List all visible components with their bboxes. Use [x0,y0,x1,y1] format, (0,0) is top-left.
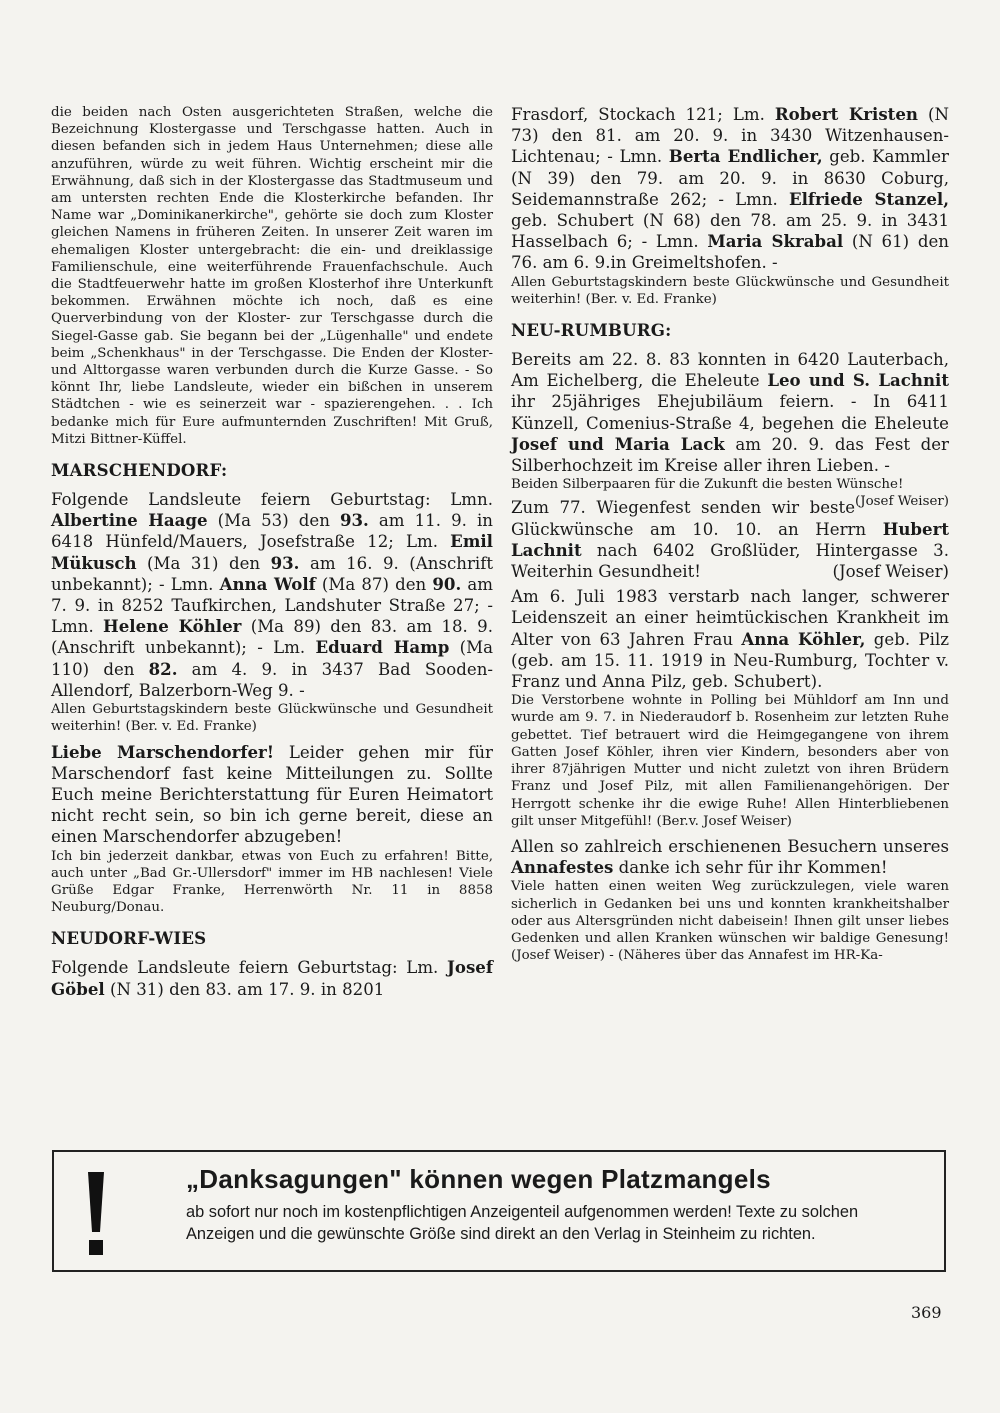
neu-rumburg-anniversaries: Bereits am 22. 8. 83 konnten in 6420 Lauterbach, Am Eichelberg, die Eheleute Leo und S. Lachnit ihr 25jähriges Ehejubiläum feiern. - In 6411 Künzell, Comenius-Straße 4, begehen die Eheleute Josef und Maria Lack am 20. 9. das Fest der Silberhochzeit im Kreise aller ihren Lieben. - [511,350,949,476]
annafest-thanks: Allen so zahlreich erschienenen Besuchern unseres Annafestes danke ich sehr für ihr Kommen! [511,836,949,878]
neudorf-birthdays: Folgende Landsleute feiern Geburtstag: Lm. Josef Göbel (N 31) den 83. am 17. 9. in 8201 [51,957,493,999]
marschendorf-appeal: Liebe Marschendorfer! Leider gehen mir für Marschendorf fast keine Mitteilungen zu. Sollte Euch meine Berichterstattung für Euren Heimatort nicht recht sein, so bin ich gerne bereit, diese an einen Marschendorfer abzugeben! [51,741,493,847]
exclamation-mark-icon [82,1170,110,1258]
page-number: 369 [911,1303,942,1322]
annafest-detail: Viele hatten einen weiten Weg zurückzulegen, viele waren sicherlich in Gedanken bei uns und konnten krankheitshalber oder aus Altersgründen nicht dabeisein! Ihnen gilt unser liebes Gedenken und allen Kranken wünschen wir baldige Genesung! (Josef Weiser) - (Näheres über das Annafest im HR-Ka- [511,879,949,964]
notice-body: ab sofort nur noch im kostenpflichtigen Anzeigenteil aufgenommen werden! Texte zu solchen Anzeigen und die gewünschte Größe sind direkt an den Verlag in Steinheim zu richten. [186,1203,859,1243]
section-heading-neu-rumburg: NEU-RUMBURG: [511,320,672,341]
marschendorf-birthdays: Folgende Landsleute feiern Geburtstag: Lmn. Albertine Haage (Ma 53) den 93. am 11. 9. in 6418 Hünfeld/Mauers, Josefstraße 12; Lm. Emil Mükusch (Ma 31) den 93. am 16. 9. (Anschrift unbekannt); - Lmn. Anna Wolf (Ma 87) den 90. am 7. 9. in 8252 Taufkirchen, Landshuter Straße 27; - Lmn. Helene Köhler (Ma 89) den 83. am 18. 9. (Anschrift unbekannt); - Lm. Eduard Hamp (Ma 110) den 82. am 4. 9. in 3437 Bad Sooden-Allendorf, Balzerborn-Weg 9. - [51,490,494,700]
intro-paragraph: die beiden nach Osten ausgerichteten Straßen, welche die Bezeichnung Klostergasse und Terschgasse hatten. Auch in diesen befanden sich in jedem Haus Unternehmen; diese alle anzuführen, würde zu weit führen. Wichtig erscheint mir die Erwähnung, daß sich in der Klostergasse das Stadtmuseum und am untersten rechten Ende die Klosterkirche befanden. Ihr Name war „Dominikanerkirche", gehörte sie doch zum Kloster gleichen Namens in früheren Zeiten. In unserer Zeit waren im ehemaligen Kloster untergebracht: die ein- und dreiklassige Familienschule, eine weiterführende Frauenfachschule. Auch die Stadtfeuerwehr hatte im großen Klosterhof ihre Unterkunft bekommen. Erwähnen möchte ich noch, daß es eine Querverbindung von der Kloster- zur Terschgasse durch die Siegel-Gasse gab. Sie begann bei der „Lügenhalle" und endete beim „Schenkhaus" in der Terschgasse. Die Enden der Kloster- und Alttorgasse waren verbunden durch die Kurze Gasse. - So könnt Ihr, liebe Landsleute, wieder ein bißchen in unserem Städtchen - wie es seinerzeit war - spazierengehen. . . Ich bedanke mich für Eure aufmunternden Zuschriften! Mit Gruß, Mitzi Bittner-Küffel. [51,105,493,447]
right-column [511,104,949,964]
neudorf-wishes: Allen Geburtstagskindern beste Glückwünsche und Gesundheit weiterhin! (Ber. v. Ed. Franke) [511,274,949,307]
notice-title: „Danksagungen" können wegen Platzmangels [186,1164,771,1194]
neu-rumburg-obituary-detail: Die Verstorbene wohnte in Polling bei Mühldorf am Inn und wurde am 9. 7. in Niederaudorf b. Rosenheim zur letzten Ruhe gebettet. Tief betrauert wird die Heimgegangene von ihrem Gatten Josef Köhler, ihren vier Kindern, besonders aber von ihrer 87jährigen Mutter und nicht zuletzt von ihren Brüdern Franz und Josef Pilz, mit allen Familienangehörigen. Der Herrgott schenke ihr die ewige Ruhe! Allen Hinterbliebenen gilt unser Mitgefühl! (Ber.v. Josef Weiser) [511,693,949,829]
neu-rumburg-anniversary-wishes: Beiden Silberpaaren für die Zukunft die besten Wünsche! (Josef Weiser) [511,477,949,510]
marschendorf-closing: Ich bin jederzeit dankbar, etwas von Euch zu erfahren! Bitte, auch unter „Bad Gr.-Ullersdorf" immer im HB nachlesen! Viele Grüße Edgar Franke, Herrenwörth Nr. 11 in 8858 Neuburg/Donau. [51,848,493,916]
danksagungen-notice-box [52,1150,946,1272]
left-column [51,104,493,1000]
section-heading-marschendorf: MARSCHENDORF: [51,460,228,481]
section-heading-neudorf-wies: NEUDORF-WIES [51,928,207,949]
neu-rumburg-birthday: Zum 77. Wiegenfest senden wir beste Glückwünsche am 10. 10. an Herrn Hubert Lachnit nach 6402 Großlüder, Hintergasse 3. Weiterhin Gesundheit! (Josef Weiser) [511,498,949,582]
marschendorf-wishes: Allen Geburtstagskindern beste Glückwünsche und Gesundheit weiterhin! (Ber. v. Ed. Franke) [51,702,493,735]
neu-rumburg-obituary: Am 6. Juli 1983 verstarb nach langer, schwerer Leidenszeit an einer heimtückischen Krankheit im Alter von 63 Jahren Frau Anna Köhler, geb. Pilz (geb. am 15. 11. 1919 in Neu-Rumburg, Tochter v. Franz und Anna Pilz, geb. Schubert). [511,587,949,692]
neudorf-birthdays-continued: Frasdorf, Stockach 121; Lm. Robert Kristen (N 73) den 81. am 20. 9. in 3430 Witzenhausen-Lichtenau; - Lmn. Berta Endlicher, geb. Kammler (N 39) den 79. am 20. 9. in 8630 Coburg, Seidemannstraße 262; - Lmn. Elfriede Stanzel, geb. Schubert (N 68) den 78. am 25. 9. in 3431 Hasselbach 6; - Lmn. Maria Skrabal (N 61) den 76. am 6. 9.in Greimeltshofen. - [511,104,949,273]
